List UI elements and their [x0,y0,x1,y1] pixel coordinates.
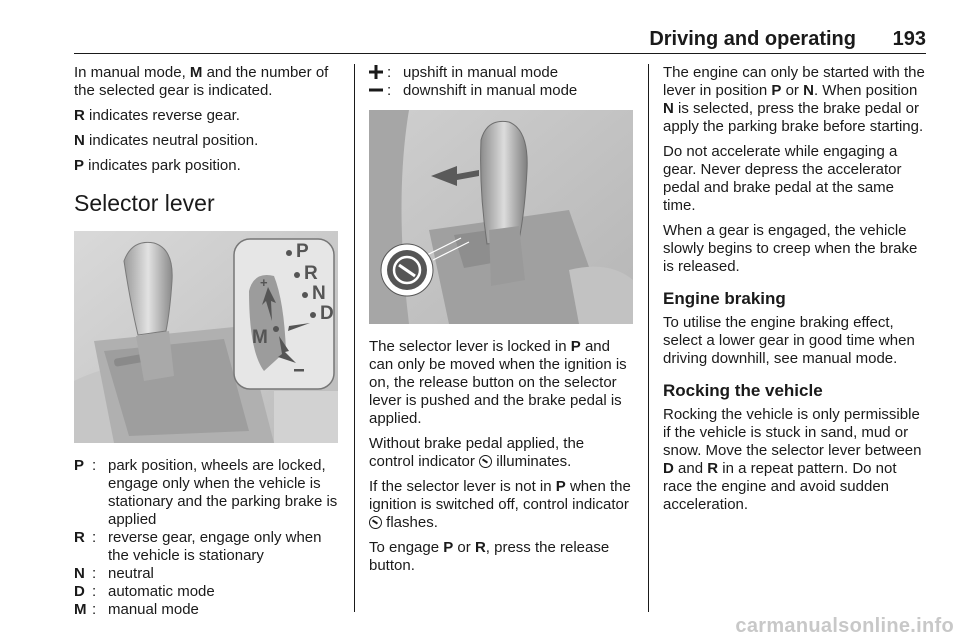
gate-label-m: M [252,327,268,348]
paragraph-indicator-flashes: If the selector lever is not in P when the ignition is switched off, control indicator flashes. [369,478,631,531]
legend-row-m: M : manual mode [74,601,199,618]
legend-row-d: D : automatic mode [74,583,215,600]
paragraph-lever-locked: The selector lever is locked in P and can only be moved when the ignition is on, the release button on the selector lever is pushed and the brake pedal is applied. [369,338,627,427]
section-title: Driving and operating [649,28,856,50]
heading-engine-braking: Engine braking [663,289,786,308]
gate-label-n: N [312,283,326,304]
brake-indicator-callout [381,244,433,296]
footer-watermark: carmanualsonline.info [735,615,954,637]
plus-icon [369,64,387,82]
legend-row-minus: : downshift in manual mode [369,82,633,100]
column-divider-1 [354,64,355,612]
paragraph-indicator-illuminates: Without brake pedal applied, the control indicator illuminates. [369,435,585,470]
paragraph-rocking-vehicle: Rocking the vehicle is only permissible if the vehicle is stuck in sand, mud or snow. Move the selector lever between D and R in a repeat pattern. Do not race the engine and avoid sudden acceleration. [663,406,922,513]
selector-lever-illustration [74,231,338,443]
gear-legend [74,457,340,619]
paragraph-engine-start: The engine can only be started with the lever in position P or N. When position N is selected, press the brake pedal or apply the parking brake before starting. [663,64,925,135]
paragraph-creep: When a gear is engaged, the vehicle slowly begins to creep when the brake is released. [663,222,918,275]
legend-row-n: N : neutral [74,565,154,582]
page-header [74,22,926,52]
column-right [663,64,928,521]
release-button-figure [369,110,633,324]
paragraph-neutral: N indicates neutral position. [74,132,259,149]
heading-rocking-vehicle: Rocking the vehicle [663,381,823,400]
heading-selector-lever: Selector lever [74,190,215,216]
brake-indicator-icon [369,516,382,529]
page-number: 193 [892,28,926,50]
paragraph-manual-mode: In manual mode, M and the number of the selected gear is indicated. [74,64,329,99]
column-middle [369,64,633,582]
brake-indicator-icon [479,455,492,468]
minus-icon [369,82,387,100]
gate-label-d: D [320,303,334,324]
column-divider-2 [648,64,649,612]
legend-row-r: R : reverse gear, engage only when the vehicle is stationary [74,529,322,564]
paragraph-accelerate-warning: Do not accelerate while engaging a gear. Never depress the accelerator pedal and brake pedal at the same time. [663,143,902,214]
gate-label-r: R [304,263,318,284]
gate-inset [234,239,334,389]
gate-label-p: P [296,241,309,262]
release-button-illustration [369,110,633,324]
paragraph-reverse: R indicates reverse gear. [74,107,240,124]
header-rule [74,53,926,54]
svg-text:+: + [260,275,268,290]
column-left [74,64,340,619]
legend-row-plus: : upshift in manual mode [369,64,633,82]
selector-lever-figure [74,231,338,443]
legend-row-p: P : park position, wheels are locked, engage only when the vehicle is stationary and the parking brake is applied [74,457,338,528]
paragraph-park: P indicates park position. [74,157,241,174]
paragraph-engage: To engage P or R, press the release button. [369,539,610,574]
paragraph-engine-braking: To utilise the engine braking effect, select a lower gear in good time when driving downhill, see manual mode. [663,314,915,367]
